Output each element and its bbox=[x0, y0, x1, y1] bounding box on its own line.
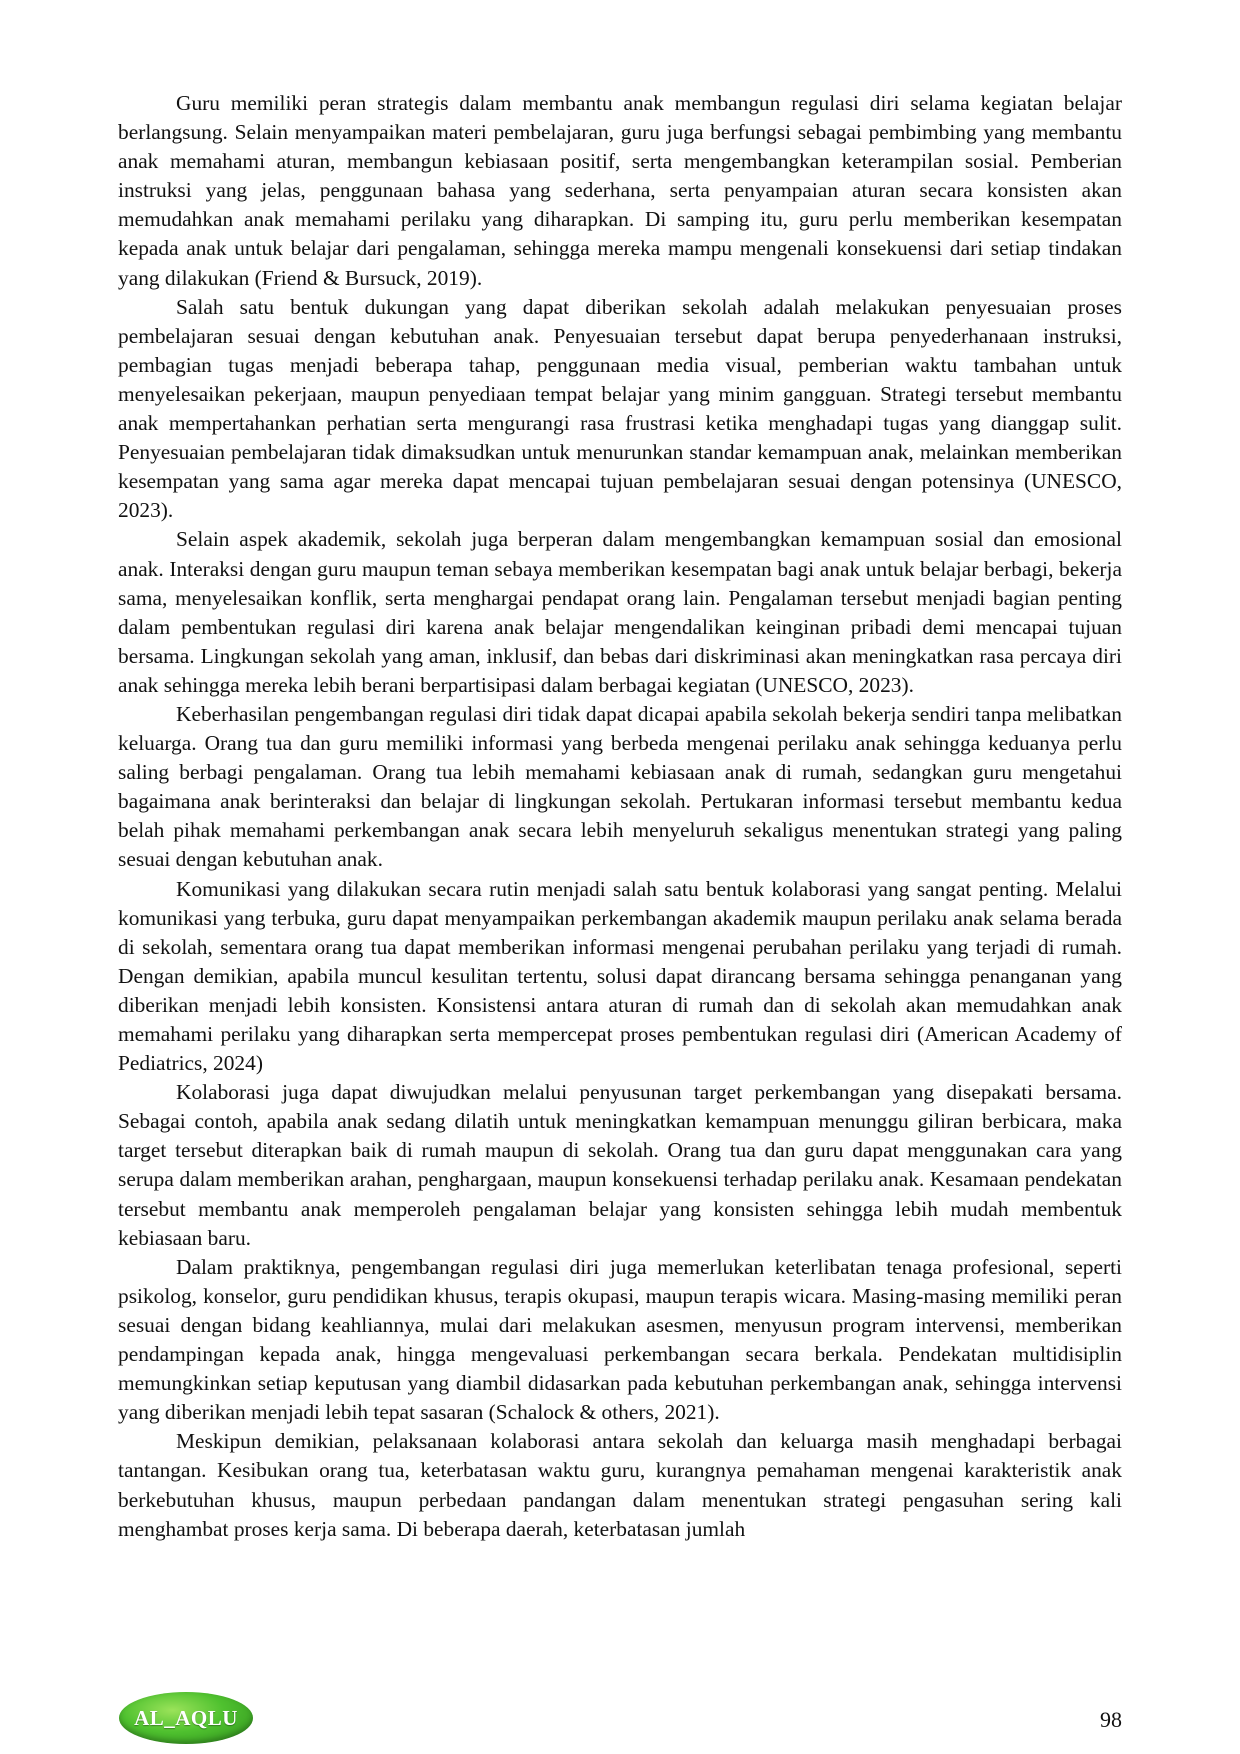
journal-logo-text: AL_AQLU bbox=[134, 1705, 238, 1730]
page-number: 98 bbox=[1100, 1707, 1122, 1732]
document-body bbox=[118, 89, 1122, 1544]
paragraph-5: Komunikasi yang dilakukan secara rutin menjadi salah satu bentuk kolaborasi yang sangat penting. Melalui komunikasi yang terbuka, guru dapat menyampaikan perkembangan akademik maupun perilaku anak selama berada di sekolah, sementara orang tua dapat memberikan informasi mengenai perubahan perilaku yang terjadi di rumah. Dengan demikian, apabila muncul kesulitan tertentu, solusi dapat dirancang bersama sehingga penanganan yang diberikan menjadi lebih konsisten. Konsistensi antara aturan di rumah dan di sekolah akan memudahkan anak memahami perilaku yang diharapkan serta mempercepat proses pembentukan regulasi diri (American Academy of Pediatrics, 2024) bbox=[118, 876, 1122, 1076]
paragraph-4: Keberhasilan pengembangan regulasi diri tidak dapat dicapai apabila sekolah bekerja sendiri tanpa melibatkan keluarga. Orang tua dan guru memiliki informasi yang berbeda mengenai perilaku anak sehingga keduanya perlu saling berbagi pengalaman. Orang tua lebih memahami kebiasaan anak di rumah, sedangkan guru mengetahui bagaimana anak berinteraksi dan belajar di lingkungan sekolah. Pertukaran informasi tersebut membantu kedua belah pihak memahami perkembangan anak secara lebih menyeluruh sekaligus menentukan strategi yang paling sesuai dengan kebutuhan anak. bbox=[118, 701, 1122, 872]
paragraph-6: Kolaborasi juga dapat diwujudkan melalui penyusunan target perkembangan yang disepakati bersama. Sebagai contoh, apabila anak sedang dilatih untuk meningkatkan kemampuan menunggu giliran berbicara, maka target tersebut diterapkan baik di rumah maupun di sekolah. Orang tua dan guru dapat menggunakan cara yang serupa dalam memberikan arahan, penghargaan, maupun konsekuensi terhadap perilaku anak. Kesamaan pendekatan tersebut membantu anak memperoleh pengalaman belajar yang konsisten sehingga lebih mudah membentuk kebiasaan baru. bbox=[118, 1080, 1122, 1250]
paragraph-3: Selain aspek akademik, sekolah juga berperan dalam mengembangkan kemampuan sosial dan emosional anak. Interaksi dengan guru maupun teman sebaya memberikan kesempatan bagi anak untuk belajar berbagi, bekerja sama, menyelesaikan konflik, serta menghargai pendapat orang lain. Pengalaman tersebut menjadi bagian penting dalam pembentukan regulasi diri karena anak belajar mengendalikan keinginan pribadi demi mencapai tujuan bersama. Lingkungan sekolah yang aman, inklusif, dan bebas dari diskriminasi akan meningkatkan rasa percaya diri anak sehingga mereka lebih berani berpartisipasi dalam berbagai kegiatan (UNESCO, 2023). bbox=[118, 527, 1122, 697]
paragraph-2: Salah satu bentuk dukungan yang dapat diberikan sekolah adalah melakukan penyesuaian proses pembelajaran sesuai dengan kebutuhan anak. Penyesuaian tersebut dapat berupa penyederhanaan instruksi, pembagian tugas menjadi beberapa tahap, penggunaan media visual, pemberian waktu tambahan untuk menyelesaikan pekerjaan, maupun penyediaan tempat belajar yang minim gangguan. Strategi tersebut membantu anak mempertahankan perhatian serta mengurangi rasa frustrasi ketika menghadapi tugas yang dianggap sulit. Penyesuaian pembelajaran tidak dimaksudkan untuk menurunkan standar kemampuan anak, melainkan memberikan kesempatan yang sama agar mereka dapat mencapai tujuan pembelajaran sesuai dengan potensinya (UNESCO, 2023). bbox=[118, 294, 1122, 523]
paragraph-8: Meskipun demikian, pelaksanaan kolaborasi antara sekolah dan keluarga masih menghadapi berbagai tantangan. Kesibukan orang tua, keterbatasan waktu guru, kurangnya pemahaman mengenai karakteristik anak berkebutuhan khusus, maupun perbedaan pandangan dalam menentukan strategi pengasuhan sering kali menghambat proses kerja sama. Di beberapa daerah, keterbatasan jumlah bbox=[118, 1429, 1122, 1541]
journal-logo bbox=[119, 1692, 253, 1744]
paragraph-1: Guru memiliki peran strategis dalam membantu anak membangun regulasi diri selama kegiatan belajar berlangsung. Selain menyampaikan materi pembelajaran, guru juga berfungsi sebagai pembimbing yang membantu anak memahami aturan, membangun kebiasaan positif, serta mengembangkan keterampilan sosial. Pemberian instruksi yang jelas, penggunaan bahasa yang sederhana, serta penyampaian aturan secara konsisten akan memudahkan anak memahami perilaku yang diharapkan. Di samping itu, guru perlu memberikan kesempatan kepada anak untuk belajar dari pengalaman, sehingga mereka mampu mengenali konsekuensi dari setiap tindakan yang dilakukan (Friend & Bursuck, 2019). bbox=[118, 91, 1122, 290]
paragraph-7: Dalam praktiknya, pengembangan regulasi diri juga memerlukan keterlibatan tenaga profesional, seperti psikolog, konselor, guru pendidikan khusus, terapis okupasi, maupun terapis wicara. Masing-masing memiliki peran sesuai dengan bidang keahliannya, mulai dari melakukan asesmen, menyusun program intervensi, memberikan pendampingan kepada anak, hingga mengevaluasi perkembangan secara berkala. Pendekatan multidisiplin memungkinkan setiap keputusan yang diambil didasarkan pada kebutuhan perkembangan anak, sehingga intervensi yang diberikan menjadi lebih tepat sasaran (Schalock & others, 2021). bbox=[118, 1254, 1122, 1425]
